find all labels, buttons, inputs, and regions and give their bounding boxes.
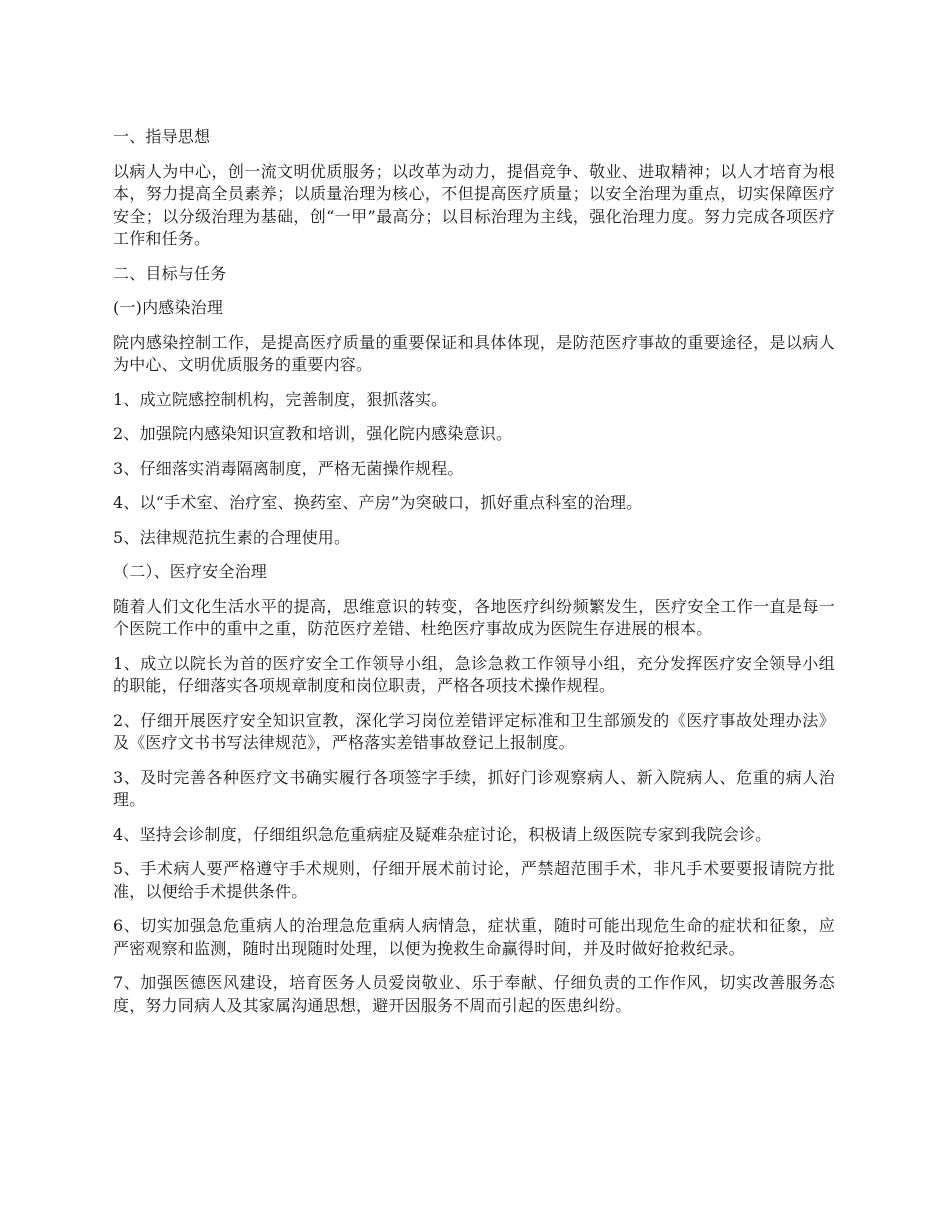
subsection-heading-safety: （二）、医疗安全治理 [113,562,268,581]
list-item: 1、成立院感控制机构，完善制度，狠抓落实。 [113,389,448,409]
list-item: 5、手术病人要严格遵守手术规则，仔细开展术前讨论，严禁超范围手术，非凡手术要要报请院方批准，以便给手术提供条件。 [113,859,835,901]
paragraph-guiding-ideology: 以病人为中心，创一流文明优质服务；以改革为动力，提倡竞争、敬业、进取精神；以人才培育为根本，努力提高全员素养；以质量治理为核心，不但提高医疗质量；以安全治理为重点，切实保障医疗安全；以分级治理为基础，创“一甲”最高分；以目标治理为主线，强化治理力度。努力完成各项医疗工作和任务。 [113,161,835,248]
list-item: 1、成立以院长为首的医疗安全工作领导小组，急诊急救工作领导小组，充分发挥医疗安全领导小组的职能，仔细落实各项规章制度和岗位职责，严格各项技术操作规程。 [113,653,835,695]
list-item: 4、以“手术室、治疗室、换药室、产房”为突破口，抓好重点科室的治理。 [113,493,643,512]
subsection-heading-infection: (一)内感染治理 [113,298,224,317]
list-item: 7、加强医德医风建设，培育医务人员爱岗敬业、乐于奉献、仔细负责的工作作风，切实改善服务态度，努力同病人及其家属沟通思想，避开因服务不周而引起的医患纠纷。 [113,973,835,1015]
document-page [113,126,835,1029]
paragraph-infection-intro: 院内感染控制工作，是提高医疗质量的重要保证和具体体现，是防范医疗事故的重要途径，是以病人为中心、文明优质服务的重要内容。 [113,332,835,374]
paragraph-safety-intro: 随着人们文化生活水平的提高，思维意识的转变，各地医疗纠纷频繁发生，医疗安全工作一直是每一个医院工作中的重中之重，防范医疗差错、杜绝医疗事故成为医院生存进展的根本。 [113,596,835,638]
section-heading-goals-tasks: 二、目标与任务 [113,263,227,283]
list-item: 4、坚持会诊制度，仔细组织急危重病症及疑难杂症讨论，积极请上级医院专家到我院会诊。 [113,824,772,844]
section-heading-guiding-ideology: 一、指导思想 [113,127,211,146]
list-item: 2、加强院内感染知识宣教和培训，强化院内感染意识。 [113,424,513,443]
list-item: 5、法律规范抗生素的合理使用。 [113,527,351,547]
list-item: 3、仔细落实消毒隔离制度，严格无菌操作规程。 [113,458,464,478]
list-item: 3、及时完善各种医疗文书确实履行各项签字手续，抓好门诊观察病人、新入院病人、危重的病人治理。 [113,767,835,809]
list-item: 2、仔细开展医疗安全知识宣教，深化学习岗位差错评定标准和卫生部颁发的《医疗事故处理办法》及《医疗文书书写法律规范》，严格落实差错事故登记上报制度。 [113,710,835,752]
list-item: 6、切实加强急危重病人的治理急危重病人病情急，症状重，随时可能出现危生命的症状和征象，应严密观察和监测，随时出现随时处理，以便为挽救生命赢得时间，并及时做好抢救纪录。 [113,916,835,958]
